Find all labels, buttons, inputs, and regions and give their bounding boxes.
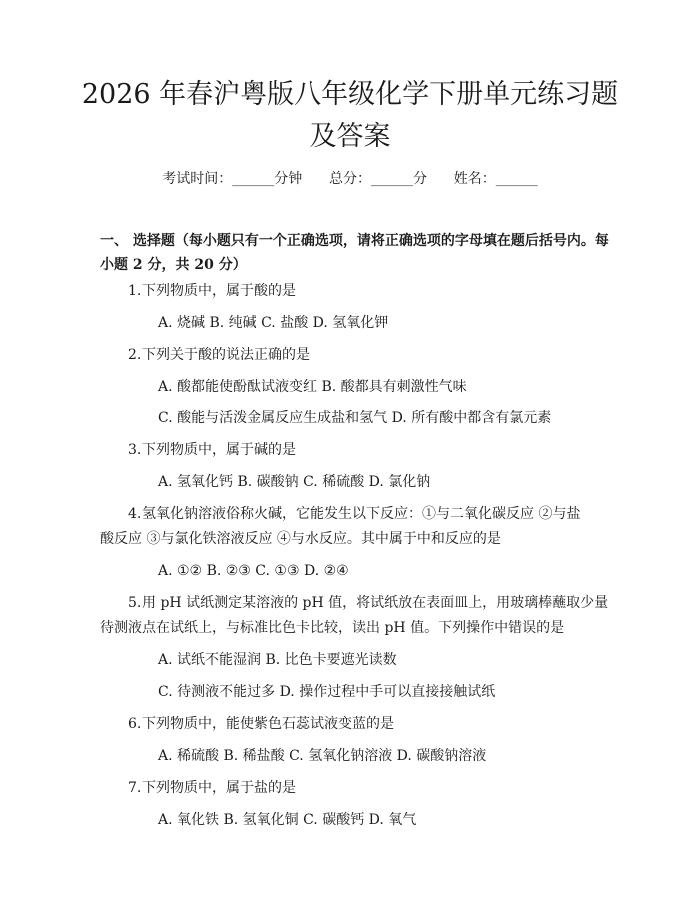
question-number: 3.	[128, 442, 142, 458]
question-6	[100, 712, 620, 737]
title-line-2: 及答案	[309, 121, 391, 152]
exam-meta: 考试时间：______分钟 总分：______分 姓名：______	[162, 171, 538, 187]
question-4-continued: 酸反应 ③与氯化铁溶液反应 ④与水反应。其中属于中和反应的是	[100, 531, 501, 547]
question-number: 6.	[128, 716, 142, 732]
question-1-options: A. 烧碱 B. 纯碱 C. 盐酸 D. 氢氧化钾	[158, 315, 389, 331]
question-1	[100, 279, 620, 304]
title-line-1: 2026 年春沪粤版八年级化学下册单元练习题	[81, 79, 619, 110]
question-5-continued: 待测液点在试纸上，与标准比色卡比较，读出 pH 值。下列操作中错误的是	[100, 620, 565, 636]
question-2	[100, 343, 620, 368]
question-2-options-line-1: A. 酸都能使酚酞试液变红 B. 酸都具有刺激性气味	[158, 379, 467, 395]
question-stem-line-1: 用 pH 试纸测定某溶液的 pH 值，将试纸放在表面皿上，用玻璃棒蘸取少量	[142, 595, 609, 611]
question-stem: 下列物质中，属于酸的是	[142, 283, 296, 299]
question-stem: 下列关于酸的说法正确的是	[142, 347, 310, 363]
question-5-options-line-1: A. 试纸不能湿润 B. 比色卡要遮光读数	[158, 652, 397, 668]
question-number: 1.	[128, 283, 142, 299]
document-title	[80, 74, 620, 158]
question-3	[100, 438, 620, 463]
question-stem-line-1: 氢氧化钠溶液俗称火碱，它能发生以下反应：①与二氧化碳反应 ②与盐	[142, 506, 581, 522]
question-4	[100, 502, 620, 527]
question-stem: 下列物质中，属于碱的是	[142, 442, 296, 458]
question-5-options-line-2: C. 待测液不能过多 D. 操作过程中手可以直接接触试纸	[158, 684, 496, 700]
question-7-options: A. 氧化铁 B. 氢氧化铜 C. 碳酸钙 D. 氧气	[158, 812, 417, 828]
question-stem: 下列物质中，能使紫色石蕊试液变蓝的是	[142, 716, 394, 732]
question-number: 2.	[128, 347, 142, 363]
question-2-options-line-2: C. 酸能与活泼金属反应生成盐和氢气 D. 所有酸中都含有氯元素	[158, 410, 552, 426]
question-3-options: A. 氢氧化钙 B. 碳酸钠 C. 稀硫酸 D. 氯化钠	[158, 474, 431, 490]
question-5	[100, 591, 620, 616]
section-heading: 一、 选择题（每小题只有一个正确选项，请将正确选项的字母填在题后括号内。每小题 2 分，共 20 分）	[100, 233, 609, 273]
question-7	[100, 776, 620, 801]
question-number: 4.	[128, 506, 142, 522]
question-4-options: A. ①② B. ②③ C. ①③ D. ②④	[158, 563, 349, 579]
question-number: 5.	[128, 595, 142, 611]
question-6-options: A. 稀硫酸 B. 稀盐酸 C. 氢氧化钠溶液 D. 碳酸钠溶液	[158, 748, 487, 764]
question-number: 7.	[128, 780, 142, 796]
question-stem: 下列物质中，属于盐的是	[142, 780, 296, 796]
